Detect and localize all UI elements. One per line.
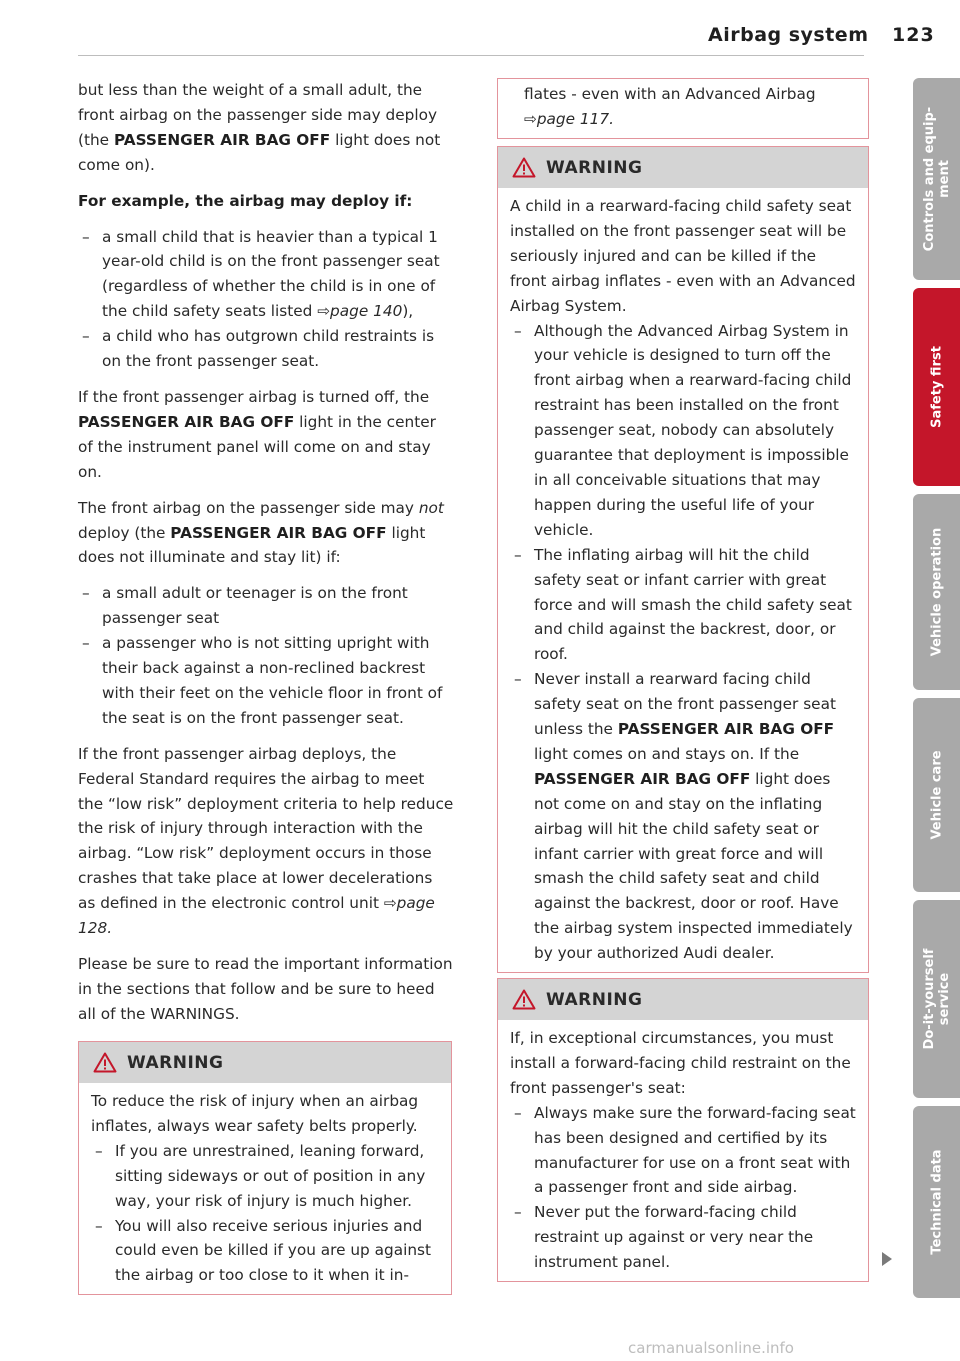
warning-list	[510, 319, 856, 967]
tab-label: Do-it-yourself service	[921, 948, 952, 1050]
list-item: – a passenger who is not sitting upright with their back against a non-reclined backrest with their feet on the vehicle floor in front of the seat is on the front passenger seat.	[78, 631, 454, 731]
list-item: – Always make sure the forward-facing seat has been designed and certified by its manufacturer for use on a front seat with a passenger front and side airbag.	[510, 1101, 856, 1201]
warning-title: WARNING	[127, 1052, 224, 1073]
tab-label: Controls and equip- ment	[921, 106, 952, 252]
tab-do-it-yourself-service[interactable]	[913, 900, 960, 1098]
warning-box	[78, 1041, 452, 1295]
paragraph-4: If the front passenger airbag deploys, the Federal Standard requires the airbag to meet the “low risk” deployment criteria to help reduce the risk of injury through interaction with the airbag. “Low risk” deployment occurs in those crashes that take place at lower decelerations as defined in the electronic control unit ⇨page 128.	[78, 744, 454, 938]
warning-header	[79, 1042, 451, 1083]
tab-vehicle-care[interactable]	[913, 698, 960, 892]
warning-intro: A child in a rearward-facing child safety seat installed on the front passenger seat will be seriously injured and can be killed if the front airbag inflates - even with an Advanced Airbag System.	[510, 197, 856, 315]
warning-title: WARNING	[546, 157, 643, 178]
paragraph-3: The front airbag on the passenger side may not deploy (the PASSENGER AIR BAG OFF light does not illuminate and stay lit) if:	[78, 498, 444, 567]
list-item: – Never install a rearward facing child safety seat on the front passenger seat unless the PASSENGER AIR BAG OFF light comes on and stays on. If the PASSENGER AIR BAG OFF light does not come on and stay on the inflating airbag will hit the child safety seat or infant carrier with great force and will smash the child safety seat and child against the backrest, door or roof. Have the airbag system inspected immediately by your authorized Audi dealer.	[510, 667, 856, 966]
tab-controls-and-equipment[interactable]	[913, 78, 960, 280]
watermark: carmanualsonline.info	[628, 1339, 794, 1357]
page-reference-link[interactable]: ⇨page 128.	[78, 894, 435, 938]
list-item: – Although the Advanced Airbag System in your vehicle is designed to turn off the front airbag when a rearward-facing child restraint has been installed on the front passenger seat, nobody can absolutely guarantee that deployment is impossible in all conceivable situations that may happen during the useful life of your vehicle.	[510, 319, 856, 543]
tab-technical-data[interactable]	[913, 1106, 960, 1298]
warning-triangle-icon	[512, 989, 536, 1010]
deploy-list	[78, 225, 454, 374]
warning-intro: To reduce the risk of injury when an airbag inflates, always wear safety belts properly.	[91, 1092, 419, 1135]
list-item: – a child who has outgrown child restraints is on the front passenger seat.	[78, 324, 454, 374]
tab-label: Technical data	[929, 1149, 944, 1255]
warning-box	[497, 978, 869, 1282]
page-reference-link[interactable]: ⇨page 117.	[524, 109, 614, 128]
paragraph-2: If the front passenger airbag is turned off, the PASSENGER AIR BAG OFF light in the center of the instrument panel will come on and stay on.	[78, 387, 436, 481]
tab-label: Vehicle care	[929, 750, 944, 840]
warning-continuation-box	[497, 78, 869, 139]
page-reference-link[interactable]: ⇨page 140	[317, 302, 403, 321]
list-item: – If you are unrestrained, leaning forward, sitting sideways or out of position in any way, your risk of injury is much higher.	[91, 1139, 439, 1214]
tab-label: Safety first	[929, 346, 944, 428]
list-item: – a small child that is heavier than a typical 1 year-old child is on the front passenger seat (regardless of whether the child is in one of the child safety seats listed ⇨page 140),	[78, 225, 454, 325]
page-number: 123	[892, 24, 935, 46]
warning-title: WARNING	[546, 989, 643, 1010]
paragraph-5: Please be sure to read the important information in the sections that follow and be sure to heed all of the WARNINGS.	[78, 955, 453, 1023]
tab-safety-first[interactable]	[913, 288, 960, 486]
section-title: Airbag system	[708, 24, 869, 46]
not-deploy-list	[78, 581, 454, 730]
list-item: – The inflating airbag will hit the child safety seat or infant carrier with great force and will smash the child safety seat and child against the backrest, door, or roof.	[510, 543, 856, 668]
header-divider	[78, 55, 864, 56]
warning-body	[498, 1020, 868, 1281]
list-item: – a small adult or teenager is on the front passenger seat	[78, 581, 454, 631]
warning-header	[498, 979, 868, 1020]
continuation-body: flates - even with an Advanced Airbag ⇨page 117.	[524, 85, 816, 128]
warning-body	[79, 1083, 451, 1294]
paragraph-1: but less than the weight of a small adult, the front airbag on the passenger side may deploy (the PASSENGER AIR BAG OFF light does not come on).	[78, 81, 441, 174]
tab-vehicle-operation[interactable]	[913, 494, 960, 690]
list-item: – Never put the forward-facing child restraint up against or very near the instrument panel.	[510, 1200, 856, 1275]
warning-list	[91, 1139, 439, 1288]
warning-body	[498, 188, 868, 972]
example-heading: For example, the airbag may deploy if:	[78, 191, 413, 210]
warning-triangle-icon	[512, 157, 536, 178]
continue-arrow-icon	[880, 1251, 894, 1267]
warning-header	[498, 147, 868, 188]
warning-triangle-icon	[93, 1052, 117, 1073]
warning-list	[510, 1101, 856, 1275]
list-item: – You will also receive serious injuries and could even be killed if you are up against the airbag or too close to it when it in-	[91, 1214, 439, 1289]
left-column	[78, 78, 454, 1038]
warning-intro: If, in exceptional circumstances, you must install a forward-facing child restraint on the front passenger's seat:	[510, 1029, 851, 1097]
warning-box	[497, 146, 869, 973]
tab-label: Vehicle operation	[929, 527, 944, 657]
